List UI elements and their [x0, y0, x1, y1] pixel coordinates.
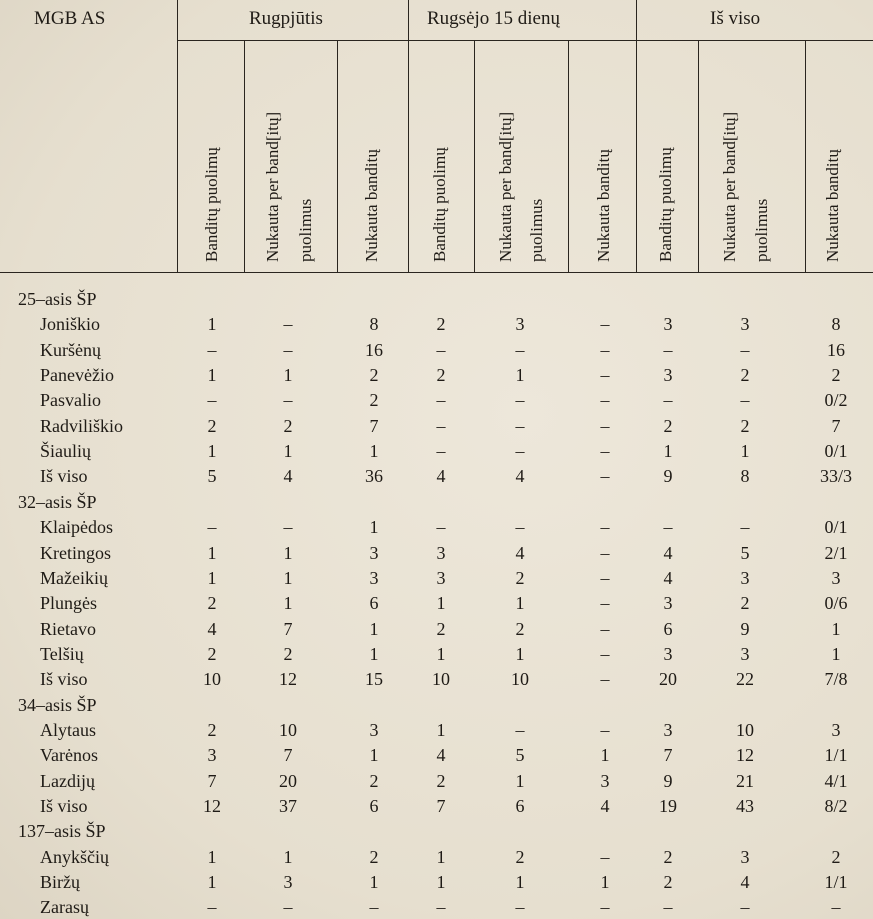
row-label: Iš viso [40, 466, 88, 487]
table-cell: 5 [207, 466, 217, 487]
table-cell: 0/6 [824, 593, 848, 614]
table-cell: 3 [515, 314, 525, 335]
table-cell: – [436, 517, 446, 538]
table-cell: 1 [283, 846, 293, 867]
table-cell: 2 [740, 593, 750, 614]
row-label: Mažeikių [40, 567, 108, 588]
table-cell: 3 [663, 365, 673, 386]
table-cell: 7 [283, 745, 293, 766]
table-cell: 19 [659, 796, 677, 816]
row-label: Joniškio [40, 314, 101, 335]
table-cell: – [740, 339, 750, 360]
table-cell: 2 [436, 314, 446, 335]
col-rule-4 [408, 0, 409, 272]
subheader-label: Banditų puolimų [656, 147, 675, 262]
col-rule-2 [244, 40, 245, 272]
row-label: Pasvalio [40, 390, 101, 411]
table-cell: 20 [279, 770, 297, 791]
table-cell: 2 [831, 365, 841, 386]
table-cell: 1 [663, 441, 673, 462]
row-label: Šiaulių [40, 441, 92, 462]
table-cell: – [740, 897, 750, 918]
table-cell: 0/1 [824, 517, 848, 538]
table-cell: 1 [515, 593, 525, 614]
table-cell: – [515, 339, 525, 360]
table-cell: 4 [283, 466, 293, 487]
row-label: Alytaus [40, 719, 96, 740]
table-cell: 8 [831, 314, 841, 335]
table-cell: 1 [436, 593, 446, 614]
table-cell: 3 [436, 567, 446, 588]
table-cell: 2 [283, 643, 293, 664]
table-cell: 4 [740, 872, 750, 893]
table-cell: 10 [736, 719, 754, 740]
table-cell: 2 [515, 618, 525, 639]
table-cell: 10 [432, 669, 450, 690]
table-cell: – [283, 517, 293, 538]
table-cell: 0/2 [824, 390, 848, 411]
table-cell: 7 [283, 618, 293, 639]
table-cell: 20 [659, 669, 677, 690]
table-cell: 16 [365, 339, 383, 360]
subheader-label: Nukauta banditų [594, 149, 613, 262]
table-cell: 3 [369, 542, 379, 563]
table-cell: 1 [515, 643, 525, 664]
subheader-label: Nukauta banditų [823, 149, 842, 262]
table-cell: 1 [207, 314, 217, 335]
header-group-august: Rugpjūtis [249, 8, 323, 29]
table-cell: – [600, 466, 610, 487]
table-cell: – [600, 897, 610, 918]
table-cell: – [600, 669, 610, 690]
table-cell: 16 [827, 339, 845, 360]
table-cell: – [600, 567, 610, 588]
subheader-label: Nukauta per band[itų] [720, 111, 739, 262]
table-cell: 1 [283, 441, 293, 462]
table-cell: – [600, 643, 610, 664]
table-cell: 1 [740, 441, 750, 462]
table-cell: 2 [369, 390, 379, 411]
table-cell: – [831, 897, 841, 918]
table-cell: 3 [600, 770, 610, 791]
table-cell: – [600, 846, 610, 867]
header-first-col: MGB AS [34, 8, 106, 29]
table-cell: 2 [515, 567, 525, 588]
table-cell: 4 [515, 542, 525, 563]
table-cell: 1 [369, 872, 379, 893]
row-label: Panevėžio [40, 365, 114, 386]
row-label: Anykščių [40, 846, 109, 867]
table-cell: – [663, 897, 673, 918]
table-cell: – [207, 897, 217, 918]
table-cell: – [600, 314, 610, 335]
table-cell: 1 [283, 593, 293, 614]
table-cell: 3 [663, 593, 673, 614]
table-cell: 15 [365, 669, 383, 690]
row-label: Lazdijų [40, 770, 95, 791]
table-cell: 9 [663, 466, 673, 487]
col-rule-9 [805, 40, 806, 272]
table-cell: 3 [207, 745, 217, 766]
table-cell: – [600, 618, 610, 639]
table-cell: 2 [663, 846, 673, 867]
header-rule-bottom [0, 272, 873, 273]
table-cell: 6 [515, 796, 525, 816]
header-rule-top [178, 40, 873, 41]
group-heading: 137–asis ŠP [18, 821, 106, 842]
subheader-label: Banditų puolimų [202, 147, 221, 262]
table-cell: 2 [369, 770, 379, 791]
row-label: Iš viso [40, 796, 88, 816]
table-cell: 6 [369, 796, 379, 816]
table-cell: – [600, 517, 610, 538]
table-cell: – [600, 390, 610, 411]
table-cell: 2 [515, 846, 525, 867]
table-cell: 4 [436, 466, 446, 487]
table-cell: 1 [207, 567, 217, 588]
table-cell: – [283, 314, 293, 335]
col-rule-6 [568, 40, 569, 272]
table-cell: 4 [663, 567, 673, 588]
table-cell: 1 [831, 643, 841, 664]
table-cell: 6 [369, 593, 379, 614]
table-cell: 2 [369, 846, 379, 867]
table-cell: – [515, 390, 525, 411]
table-cell: 1/1 [824, 872, 848, 893]
table-cell: 1 [207, 365, 217, 386]
table-cell: – [515, 897, 525, 918]
table-cell: 4 [663, 542, 673, 563]
subheader-label: Nukauta banditų [362, 149, 381, 262]
table-cell: 1 [515, 770, 525, 791]
table-cell: 6 [663, 618, 673, 639]
subheader-label: puolimus [296, 198, 315, 262]
table-cell: 2 [369, 365, 379, 386]
table-cell: 4 [515, 466, 525, 487]
table-cell: 3 [831, 719, 841, 740]
table-cell: – [740, 517, 750, 538]
table-cell: 1 [207, 872, 217, 893]
table-cell: – [515, 719, 525, 740]
table-cell: 4 [207, 618, 217, 639]
table-cell: – [663, 390, 673, 411]
table-cell: 1 [436, 643, 446, 664]
table-cell: 1 [369, 618, 379, 639]
table-cell: 1 [283, 567, 293, 588]
table-cell: 1 [369, 441, 379, 462]
table-cell: 5 [515, 745, 525, 766]
table-cell: 1 [831, 618, 841, 639]
table-cell: 2 [283, 415, 293, 436]
table-cell: 3 [436, 542, 446, 563]
table-cell: 1 [436, 719, 446, 740]
row-label: Klaipėdos [40, 517, 113, 538]
col-rule-1 [177, 0, 178, 272]
table-cell: 2 [663, 872, 673, 893]
table-cell: – [436, 339, 446, 360]
table-cell: – [740, 390, 750, 411]
table-cell: 1 [369, 517, 379, 538]
row-label: Iš viso [40, 669, 88, 690]
table-cell: 1 [207, 542, 217, 563]
table-cell: – [515, 441, 525, 462]
table-cell: 10 [203, 669, 221, 690]
table-cell: – [436, 415, 446, 436]
subheader-label: Nukauta per band[itų] [496, 111, 515, 262]
table-cell: 4/1 [824, 770, 848, 791]
row-label: Rietavo [40, 618, 96, 639]
table-cell: 1 [600, 745, 610, 766]
table-cell: 2 [831, 846, 841, 867]
table-cell: – [283, 897, 293, 918]
table-cell: 1 [283, 365, 293, 386]
table-cell: 2 [740, 365, 750, 386]
table-cell: 3 [831, 567, 841, 588]
table-cell: 7/8 [824, 669, 848, 690]
group-heading: 25–asis ŠP [18, 289, 97, 309]
table-cell: 1/1 [824, 745, 848, 766]
subheader-label: Nukauta per band[itų] [263, 111, 282, 262]
table-cell: – [663, 339, 673, 360]
table-cell: – [600, 719, 610, 740]
table-cell: 12 [736, 745, 754, 766]
table-cell: 1 [515, 365, 525, 386]
table-cell: 3 [283, 872, 293, 893]
table-cell: 8 [369, 314, 379, 335]
table-cell: 3 [740, 314, 750, 335]
row-label: Varėnos [40, 745, 98, 766]
table-cell: – [283, 390, 293, 411]
table-cell: 8 [740, 466, 750, 487]
table-cell: 9 [740, 618, 750, 639]
table-cell: 8/2 [824, 796, 848, 816]
table-cell: 10 [511, 669, 529, 690]
table-cell: 2 [207, 593, 217, 614]
table-cell: 1 [207, 441, 217, 462]
table-cell: 3 [740, 567, 750, 588]
row-label: Telšių [40, 643, 84, 664]
table-cell: 2 [436, 365, 446, 386]
table-cell: 10 [279, 719, 297, 740]
row-label: Biržų [40, 872, 80, 893]
table-cell: 1 [369, 745, 379, 766]
table-cell: 7 [207, 770, 217, 791]
table-cell: 3 [663, 314, 673, 335]
table-cell: – [663, 517, 673, 538]
col-rule-5 [474, 40, 475, 272]
table-cell: – [600, 365, 610, 386]
table-cell: – [515, 517, 525, 538]
table-cell: 0/1 [824, 441, 848, 462]
table-cell: 1 [369, 643, 379, 664]
table-cell: – [436, 390, 446, 411]
table-cell: 36 [365, 466, 383, 487]
table-cell: 1 [207, 846, 217, 867]
table-cell: – [436, 897, 446, 918]
header-group-september: Rugsėjo 15 dienų [427, 8, 560, 29]
subheader-label: Banditų puolimų [430, 147, 449, 262]
table-cell: 3 [663, 643, 673, 664]
row-label: Kretingos [40, 542, 111, 563]
table-cell: 12 [203, 796, 221, 816]
table-cell: 1 [436, 872, 446, 893]
table-cell: – [600, 593, 610, 614]
table-cell: 9 [663, 770, 673, 791]
col-rule-3 [337, 40, 338, 272]
row-label: Kuršėnų [40, 339, 101, 360]
table-cell: 2 [663, 415, 673, 436]
table-cell: 1 [436, 846, 446, 867]
table-cell: 22 [736, 669, 754, 690]
table-cell: – [207, 339, 217, 360]
table-cell: – [283, 339, 293, 360]
table-cell: 1 [515, 872, 525, 893]
table-cell: 1 [600, 872, 610, 893]
row-label: Zarasų [40, 897, 89, 918]
table-cell: 4 [600, 796, 610, 816]
table-cell: 37 [279, 796, 297, 816]
table-cell: 2 [436, 770, 446, 791]
table-cell: 2 [207, 643, 217, 664]
table-cell: 2 [436, 618, 446, 639]
table-cell: 3 [369, 719, 379, 740]
table-cell: – [600, 339, 610, 360]
table-cell: – [369, 897, 379, 918]
col-rule-8 [698, 40, 699, 272]
table-cell: 43 [736, 796, 754, 816]
table-cell: 5 [740, 542, 750, 563]
subheader-label: puolimus [527, 198, 546, 262]
table-cell: 7 [369, 415, 379, 436]
table-cell: 33/3 [819, 466, 853, 487]
table-cell: 21 [736, 770, 754, 791]
table-cell: – [600, 441, 610, 462]
group-heading: 34–asis ŠP [18, 694, 97, 715]
table-cell: 3 [369, 567, 379, 588]
subheader-label: puolimus [752, 198, 771, 262]
header-group-total: Iš viso [710, 8, 761, 29]
table-cell: – [600, 542, 610, 563]
row-label: Radviliškio [40, 415, 124, 436]
table-cell: 4 [436, 745, 446, 766]
table-cell: 7 [663, 745, 673, 766]
table-cell: – [207, 517, 217, 538]
table-cell: 2/1 [824, 542, 848, 563]
table-cell: 2 [740, 415, 750, 436]
table-cell: 3 [663, 719, 673, 740]
table-cell: 12 [279, 669, 297, 690]
table-cell: 2 [207, 415, 217, 436]
group-heading: 32–asis ŠP [18, 491, 97, 512]
row-label: Plungės [40, 593, 98, 614]
table-cell: – [515, 415, 525, 436]
table-cell: 1 [283, 542, 293, 563]
table-cell: 3 [740, 846, 750, 867]
table-cell: – [436, 441, 446, 462]
table-cell: 2 [207, 719, 217, 740]
table-cell: 7 [436, 796, 446, 816]
table-cell: – [600, 415, 610, 436]
col-rule-7 [636, 0, 637, 272]
table-cell: 3 [740, 643, 750, 664]
table-cell: 7 [831, 415, 841, 436]
table-cell: – [207, 390, 217, 411]
